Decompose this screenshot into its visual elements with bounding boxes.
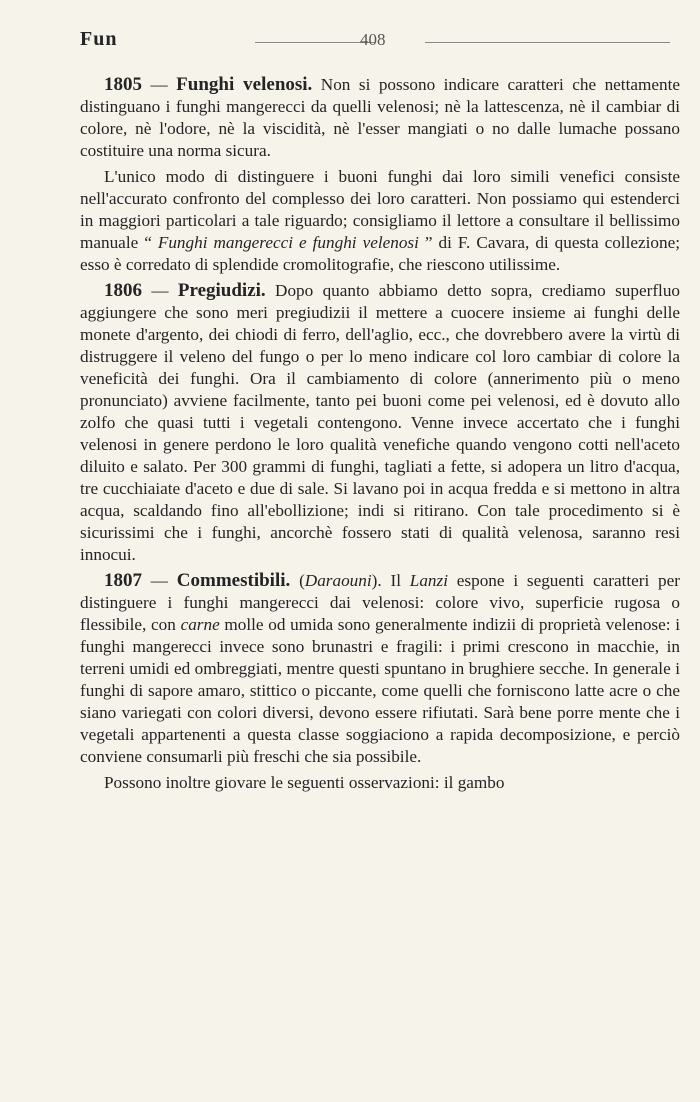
paragraph-text: Possono inoltre giovare le seguenti osservazioni: il gambo xyxy=(104,773,505,792)
entry-heading: Pregiudizi. xyxy=(177,280,266,301)
book-title: Funghi mangerecci e funghi velenosi xyxy=(157,233,419,252)
header-rule-right xyxy=(425,42,670,43)
paragraph-1807 xyxy=(80,570,680,768)
italic-name-lanzi: Lanzi xyxy=(409,571,448,590)
entry-heading: Funghi velenosi. xyxy=(176,74,313,95)
entry-text: Non si possono indicare caratteri che nettamente distinguano i funghi mangerecci da quelli velenosi; nè la lattescenza, nè il cambiar di colore, nè l'odore, nè la viscidità, nè l'esser mangiati o no dalle lumache possano costituire una norma sicura. xyxy=(80,75,680,160)
body-text xyxy=(80,74,680,794)
paragraph-text: molle od umida sono generalmente indizii di proprietà velenose: i funghi mangerecci invece sono brunastri e fragili: i primi crescono in macchie, in terreni umidi ed ombreggiati, mentre questi spuntano in brughiere secche. In generale i funghi di sapore amaro, stittico o piccante, come quelli che forniscono latte acre o che siano variegati con colori diversi, devono essere rifiutati. Sarà bene porre mente che i vegetali appartenenti a questa classe soggiaciono a rapida decomposizione, e perciò conviene consumarli più freschi che sia possibile. xyxy=(80,615,680,766)
entry-dash: — xyxy=(142,281,178,300)
header-rule-left xyxy=(255,42,375,43)
italic-word-carne: carne xyxy=(180,615,220,634)
paragraph-possono xyxy=(80,772,680,794)
paragraph-text-a: L'unico modo di distinguere i buoni funghi dai loro simili venefici consiste nell'accurato confronto del complesso dei loro caratteri. Non possiamo qui estenderci in maggiori particolari a tale riguardo; consigliamo il lettore a consultare il bellissimo manuale “ xyxy=(80,167,680,252)
paren-open: ( xyxy=(290,571,305,590)
entry-number: 1806 xyxy=(104,280,142,301)
entry-number: 1805 xyxy=(104,74,142,95)
paragraph-text: espone i seguenti caratteri per distinguere i funghi mangerecci dai velenosi: colore vivo, superficie rugosa o flessibile, con xyxy=(80,571,681,634)
entry-heading: Commestibili. xyxy=(176,570,291,591)
entry-dash: — xyxy=(142,75,177,94)
page-number: 408 xyxy=(360,30,386,49)
entry-text: Dopo quanto abbiamo detto sopra, crediamo superfluo aggiungere che sono meri pregiudizii il mettere a cuocere insieme ai funghi delle monete d'argento, dei chiodi di ferro, dell'aglio, ecc., che dovrebbero avere la virtù di distruggere il veleno del fungo o per lo meno indicare col loro cambiar di colore la veneficità dei funghi. Ora il cambiamento di colore (annerimento più o meno pronunciato) avviene facilmente, tanto pei buoni come pei velenosi, ed è dovuto allo zolfo che quasi tutti i vegetali contengono. Venne invece accertato che i funghi velenosi in genere perdono le loro qualità venefiche quando vengono cotti nell'aceto diluito e salato. Per 300 grammi di funghi, tagliati a fette, si adopera un litro d'acqua, tre cucchiaiate d'aceto e due di sale. Si lavano poi in acqua fredda e si mettono in altra acqua, scaldando fino all'ebollizione; indi si ritirano. Con tale procedimento si è sicurissimi che i funghi, ancorchè fossero stati di qualità velenosa, saranno resi innocui. xyxy=(80,281,681,564)
section-title: Fun xyxy=(80,28,118,50)
italic-name-daraouni: Daraouni xyxy=(304,571,372,590)
entry-dash: — xyxy=(142,571,177,590)
paragraph-unico-modo xyxy=(80,166,680,276)
entry-number: 1807 xyxy=(104,570,142,591)
paragraph-text: ). Il xyxy=(371,571,410,590)
running-header xyxy=(80,28,680,58)
paragraph-text-b: ” di F. Cavara, di questa collezione; esso è corredato di splendide cromolitografie, che riescono utilissime. xyxy=(80,233,680,274)
paragraph-1805 xyxy=(80,74,680,162)
paragraph-1806 xyxy=(80,280,680,566)
